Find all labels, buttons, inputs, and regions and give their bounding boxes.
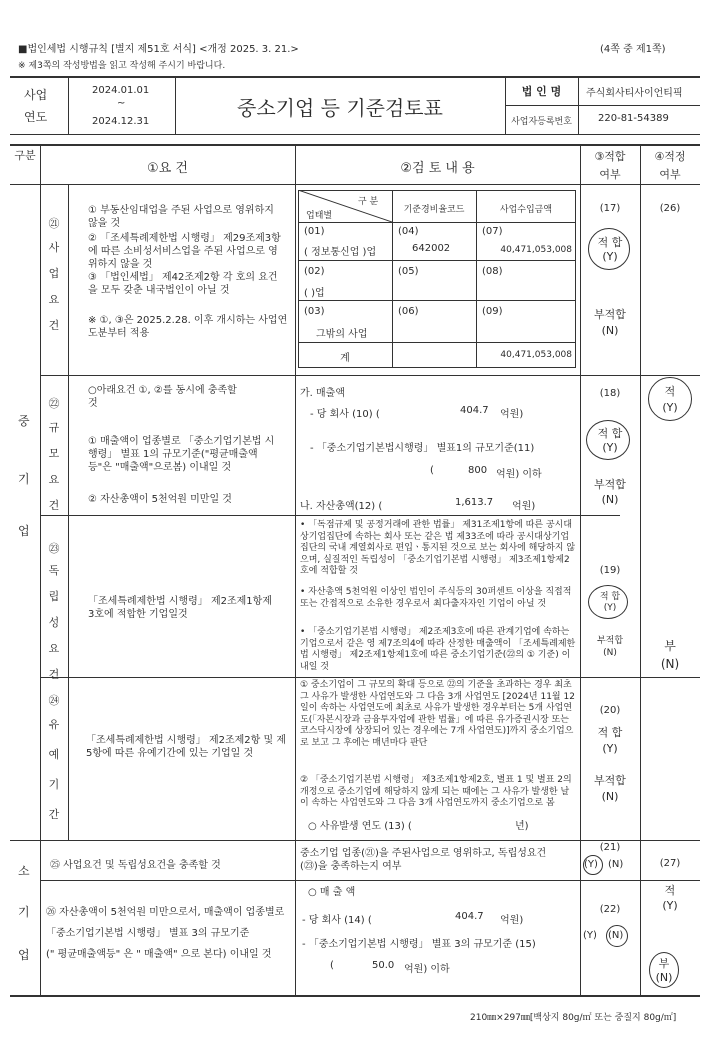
indep-rv-3: • 「중소기업기본법 시행령」 제2조제3호에 따른 관계기업에 속하는 기업으로서 같은 영 제7조의4에 따라 산정한 매출액이 「조세특례제한법 시행령」 제2조제1항제1호에 따른 중소기업기준(㉒의 ① 기준) 이내일 것: [300, 627, 576, 672]
indep-unfit-n: (N): [603, 648, 617, 658]
scale-fit-y: (Y): [602, 441, 618, 454]
scale-rv-b-value: 1,613.7: [455, 497, 494, 508]
indep-req: 「조세특례제한법 시행령」 제2조제1항제3호에 적합한 기업일것: [88, 596, 272, 620]
indep-proper: 부: [664, 639, 676, 653]
small1-proper-no: (27): [659, 858, 681, 869]
small-label-3: 업: [18, 948, 30, 962]
grace-fit-y: (Y): [602, 742, 618, 755]
small2-proper: 적: [664, 884, 676, 897]
small-rv-a1-label: - 당 회사 (14) (: [302, 915, 372, 926]
small1-fit-no: (21): [599, 842, 621, 853]
col-fit-sub: 여부: [599, 168, 621, 181]
col-requirement: ①요 건: [147, 161, 188, 176]
scale-rv-a2-value: 800: [468, 465, 488, 476]
indep-proper-n: (N): [660, 657, 680, 671]
small-rv-1: 중소기업 업종(㉑)을 주된사업으로 영위하고, 독립성요건(㉓)을 충족하는지 여부: [300, 848, 547, 872]
grace-unfit-n: (N): [601, 790, 619, 803]
r3-amt-no: (09): [482, 306, 503, 317]
scale-req-1: ① 매출액이 업종별로 「중소기업기본법 시행령」 별표 1의 규모기준("평균매출액등"은 "매출액"으로봄) 이내일 것: [88, 436, 275, 473]
scale-rv-a: 가. 매출액: [300, 388, 345, 399]
business-fit-no: (17): [599, 203, 621, 214]
form-title: 중소기업 등 기준검토표: [237, 96, 443, 120]
scale-fit-yes: 적 합: [597, 427, 623, 440]
period-end: 2024.12.31: [92, 116, 150, 127]
scale-rv-a1-unit: 억원): [500, 409, 524, 420]
scale-proper: 적: [664, 385, 676, 398]
grace-rv-1: ① 중소기업이 그 규모의 확대 등으로 ㉒의 기준을 초과하는 경우 최초 그 사유가 발생한 사업연도와 그 다음 3개 사업연도 [2024년 11월 12일이 속하는 사업연도에 최초로 사유가 발생한 경우부터는 5개 사업연도(「자본시장과 금융투자업에 관한 법률」에 따른 유가증권시장 또는 코스닥시장에 상장되어 있는 경우에는 7개 사업연도)]까지 중소기업으로 보고 그 후에는 매년마다 판단: [300, 680, 575, 748]
small-rv-a2-unit: 억원) 이하: [404, 964, 450, 975]
scale-rv-b-unit: 억원): [512, 501, 536, 512]
r2-industry: ( )업: [304, 288, 325, 299]
r2-no: (02): [304, 266, 325, 277]
small-req-2a: ㉖ 자산총액이 5천억원 미만으로서, 매출액이 업종별로: [46, 907, 285, 918]
r2-code-no: (05): [398, 266, 419, 277]
business-unfit: 부적합: [594, 308, 626, 321]
table-head-amount: 사업수입금액: [499, 205, 553, 215]
business-req-note: ※ ①, ③은 2025.2.28. 이후 개시하는 사업연도분부터 적용: [88, 315, 288, 339]
business-proper-no: (26): [659, 203, 681, 214]
scale-unfit-n: (N): [601, 493, 619, 506]
business-fit-yes: 적 합: [597, 236, 623, 249]
business-req-1: ① 부동산임대업을 주된 사업으로 영위하지 않을 것: [88, 205, 274, 229]
indep-label: ㉓ 독 립 성 요 건: [48, 542, 60, 681]
small-rv-a1-value: 404.7: [455, 911, 484, 922]
sme-label-1: 중: [18, 414, 30, 428]
r3-no: (03): [304, 306, 325, 317]
scale-unfit: 부적합: [594, 478, 626, 491]
small2-proper-2: 부: [658, 957, 670, 970]
table-head-industry: 업태별: [306, 211, 333, 221]
scale-rv-a2: - 「중소기업기본법시행령」 별표1의 규모기준(11): [310, 443, 535, 454]
business-label: ㉑ 사 업 요 건: [48, 217, 60, 332]
scale-rv-a2-open: (: [430, 465, 434, 476]
total-label: 계: [340, 353, 350, 364]
indep-rv-1: • 「독점규제 및 공정거래에 관한 법률」 제31조제1항에 따른 공시대상기업집단에 속하는 회사 또는 같은 법 제33조에 따라 공시대상기업집단의 국내 계열회사로 편입ㆍ통지된 것으로 보는 회사에 해당하지 않으며, 실질적인 독립성이 「중소기업기본법 시행령」 제3조제1항제2호에 적합할 것: [300, 520, 576, 577]
scale-rv-a1-label: - 당 회사 (10) (: [310, 409, 380, 420]
col-review: ②검 토 내 용: [400, 161, 475, 176]
grace-label: ㉔ 유 예 기 간: [48, 694, 60, 821]
small2-fit-y: (Y): [583, 930, 597, 941]
r1-amount: 40,471,053,008: [500, 245, 572, 255]
small-rv-a2-open: (: [330, 960, 334, 971]
small-rv-a1-unit: 억원): [500, 915, 524, 926]
law-reference: ■법인세법 시행규칙 [별지 제51호 서식] <개정 2025. 3. 21.>: [18, 44, 299, 55]
period-start: 2024.01.01: [92, 85, 150, 96]
period-tilde: ~: [117, 98, 126, 109]
grace-rv-3-unit: 년): [515, 821, 529, 832]
grace-unfit: 부적합: [594, 774, 626, 787]
scale-req-2: ② 자산총액이 5천억원 미만일 것: [88, 494, 232, 505]
table-head-code: 기준경비율코드: [403, 205, 465, 215]
grace-fit-no: (20): [599, 705, 621, 716]
r1-industry: ( 정보통신업 )업: [304, 247, 377, 258]
r3-industry: 그밖의 사업: [316, 329, 368, 340]
scale-fit-no: (18): [599, 388, 621, 399]
r3-code-no: (06): [398, 306, 419, 317]
total-amount: 40,471,053,008: [500, 350, 572, 360]
scale-rv-a2-unit: 억원) 이하: [496, 469, 542, 480]
business-req-2: ② 「조세특례제한법 시행령」 제29조제3항에 따른 소비성서비스업을 주된 사업으로 영위하지 않을 것: [88, 233, 281, 270]
small-label-2: 기: [18, 905, 30, 919]
grace-rv-2: ② 「중소기업기본법 시행령」 제3조제1항제2호, 별표 1 및 별표 2의 개정으로 중소기업에 해당하지 않게 되는 때에는 그 사유가 발생한 날이 속하는 사업연도와 그 다음 3개 사업연도까지 중소기업으로 봄: [300, 775, 572, 809]
corp-name-label: 법 인 명: [521, 85, 562, 98]
page-count: (4쪽 중 제1쪽): [600, 44, 666, 55]
small-req-1: ㉕ 사업요건 및 독립성요건을 충족할 것: [50, 860, 221, 871]
grace-rv-3-label: ○ 사유발생 연도 (13) (: [308, 821, 412, 832]
business-unfit-n: (N): [601, 324, 619, 337]
sme-label-3: 업: [18, 524, 30, 538]
r1-amt-no: (07): [482, 226, 503, 237]
r2-amt-no: (08): [482, 266, 503, 277]
scale-rv-b-label: 나. 자산총액(12) (: [300, 501, 383, 512]
grace-fit-yes: 적 합: [597, 726, 623, 739]
small1-fit-n: (N): [608, 859, 624, 870]
business-req-3: ③ 「법인세법」 제42조제2항 각 호의 요건을 모두 갖춘 내국법인이 아닐 것: [88, 272, 278, 296]
small2-proper-2-n: (N): [655, 971, 673, 984]
biz-no: 220-81-54389: [598, 113, 669, 124]
year-label-1: 사업: [24, 88, 48, 102]
r1-no: (01): [304, 226, 325, 237]
col-gubun: 구분: [14, 149, 36, 162]
col-proper-sub: 여부: [659, 168, 681, 181]
year-label-2: 연도: [24, 110, 48, 124]
indep-fit-yes: 적 합: [599, 592, 621, 602]
small-rv-a: ○ 매 출 액: [308, 887, 356, 898]
grace-req: 「조세특례제한법 시행령」 제2조제2항 및 제5항에 따른 유예기간에 있는 기업일 것: [86, 735, 286, 759]
indep-fit-y: (Y): [603, 603, 617, 613]
business-fit-y: (Y): [602, 250, 618, 263]
paper-spec: 210㎜×297㎜[백상지 80g/㎡ 또는 중질지 80g/㎡]: [470, 1013, 677, 1023]
scale-rv-a1-value: 404.7: [460, 405, 489, 416]
scale-proper-y: (Y): [662, 401, 678, 414]
small-rv-a2: - 「중소기업기본법 시행령」 별표 3의 규모기준 (15): [302, 939, 536, 950]
indep-fit-no: (19): [599, 565, 621, 576]
scale-req-intro: ○아래요건 ①, ②를 동시에 충족할 것: [88, 385, 237, 409]
col-fit: ③적합: [594, 150, 626, 163]
instruction-note: ※ 제3쪽의 작성방법을 읽고 작성해 주시기 바랍니다.: [18, 61, 226, 71]
r1-code-no: (04): [398, 226, 419, 237]
col-proper: ④적정: [654, 150, 686, 163]
corp-name: 주식회사티사이언티픽: [586, 88, 683, 99]
scale-label: ㉒ 규 모 요 건: [48, 397, 60, 512]
indep-rv-2: • 자산총액 5천억원 이상인 법인이 주식등의 30퍼센트 이상을 직접적 또는 간접적으로 소유한 경우로서 최다출자자인 기업이 아닐 것: [300, 587, 572, 609]
indep-unfit: 부적합: [596, 636, 624, 646]
small2-fit-no: (22): [599, 904, 621, 915]
table-head-gubun: 구 분: [358, 197, 379, 207]
small-req-2b: 「중소기업기본법 시행령」 별표 3의 규모기준: [46, 928, 250, 939]
sme-label-2: 기: [18, 472, 30, 486]
r1-code: 642002: [412, 243, 451, 254]
small-req-2c: (" 평균매출액등" 은 " 매출액" 으로 본다) 이내일 것: [46, 949, 272, 960]
small2-fit-n: (N): [608, 930, 624, 941]
small-rv-a2-value: 50.0: [372, 960, 395, 971]
small2-proper-y: (Y): [662, 899, 678, 912]
small-label-1: 소: [18, 864, 30, 878]
small1-fit-y: (Y): [584, 859, 598, 870]
biz-no-label: 사업자등록번호: [511, 117, 572, 127]
